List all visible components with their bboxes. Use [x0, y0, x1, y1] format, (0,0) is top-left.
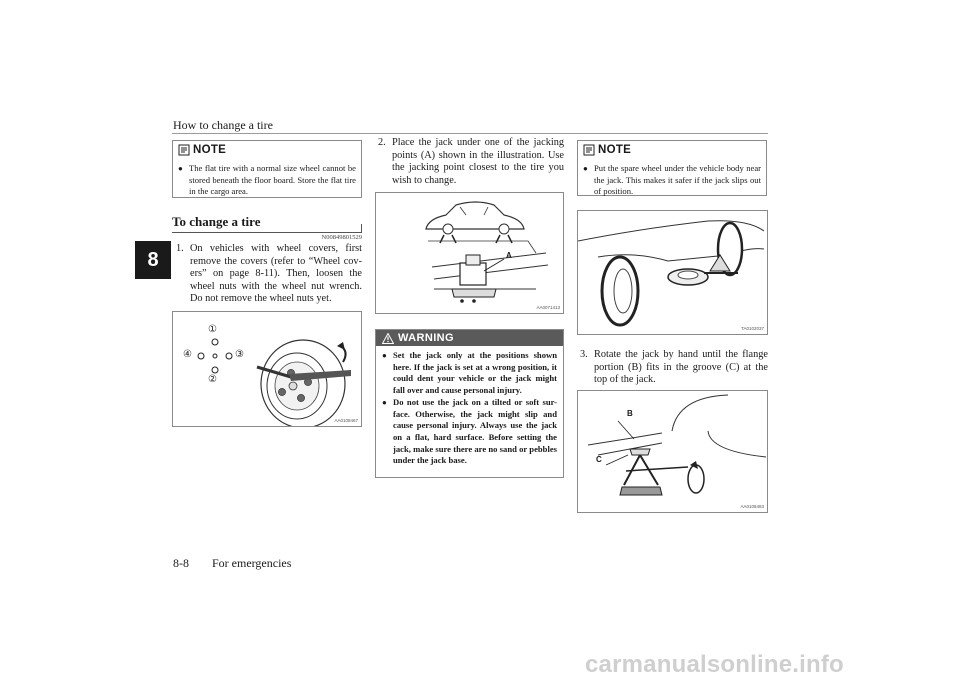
bullet-icon: ● — [583, 164, 588, 173]
figure-jack-flange — [577, 390, 768, 513]
note-item-right: ● Put the spare wheel under the vehicle body near the jack. This makes it safer if the jack slips out of position. — [583, 163, 761, 196]
bullet-icon: ● — [382, 351, 387, 360]
bullet-icon: ● — [382, 397, 387, 407]
warning-header: WARNING — [376, 330, 563, 346]
warning-item-1: ● Set the jack only at the positions shown here. If the jack is set at a wrong position, it could dent your vehicle or the jack might fall over and cause personal injury. — [382, 350, 557, 396]
note-box-right — [577, 140, 767, 196]
note-icon — [178, 144, 190, 156]
note-item-left: ● The flat tire with a normal size wheel cannot be stored beneath the floor board. Store the flat tire in the cargo area. — [178, 163, 356, 196]
warning-item-2: ● Do not use the jack on a tilted or soft sur-face. Otherwise, the jack might slip and cause personal injury. Always use the jack on a flat, hard surface. Before setting the jack, make sure there are no sand or pebbles under the jack base. — [382, 396, 557, 466]
step-3: 3. Rotate the jack by hand until the flange portion (B) fits in the groove (C) at the top of the jack. — [580, 349, 768, 386]
nut-label-2: ② — [208, 374, 217, 385]
footer-section-title: For emergencies — [212, 556, 292, 570]
flange-label-b: B — [627, 409, 633, 418]
figure-code: AA0071413 — [536, 305, 560, 310]
warning-box — [375, 329, 564, 478]
section-rule-cap — [361, 224, 362, 233]
section-heading: To change a tire — [172, 214, 261, 229]
nut-label-1: ① — [208, 324, 217, 335]
page-header-title: How to change a tire — [173, 118, 273, 132]
section-rule — [172, 232, 362, 233]
jack-flange-illustration — [578, 391, 767, 512]
footer-page-number: 8-8 — [173, 556, 189, 570]
figure-spare-wheel — [577, 210, 768, 335]
step-2: 2. Place the jack under one of the jacking points (A) shown in the illustration. Use the jacking point closest to the tire you wish to change. — [378, 137, 564, 186]
nut-label-3: ③ — [235, 349, 244, 360]
figure-code: AA0108467 — [334, 418, 358, 423]
step-1: 1. On vehicles with wheel covers, first remove the covers (refer to “Wheel cov-ers” on page 8-11). Then, loosen the wheel nuts with the wheel nut wrench. Do not remove the wheel nuts yet. — [176, 243, 362, 305]
warning-body — [376, 346, 563, 473]
note-icon — [583, 144, 595, 156]
figure-jacking-points — [375, 192, 564, 314]
reference-code: N00849801529 — [321, 234, 362, 241]
figure-wheel-nuts — [172, 311, 362, 427]
warning-triangle-icon — [382, 333, 394, 344]
bullet-icon: ● — [178, 164, 183, 173]
jack-point-label-a: A — [506, 251, 512, 260]
figure-code: TA0102037 — [741, 326, 764, 331]
note-label-right: NOTE — [583, 144, 631, 156]
watermark-text: carmanualsonline.info — [585, 651, 844, 678]
spare-wheel-illustration — [578, 211, 767, 334]
jacking-point-illustration — [376, 193, 563, 313]
note-label-left: NOTE — [178, 144, 226, 156]
chapter-tab: 8 — [135, 241, 171, 279]
nut-label-4: ④ — [183, 349, 192, 360]
groove-label-c: C — [596, 455, 602, 464]
note-box-left — [172, 140, 362, 198]
header-rule — [172, 133, 768, 134]
wheel-nut-illustration — [173, 312, 361, 426]
figure-code: AA0108483 — [740, 504, 764, 509]
